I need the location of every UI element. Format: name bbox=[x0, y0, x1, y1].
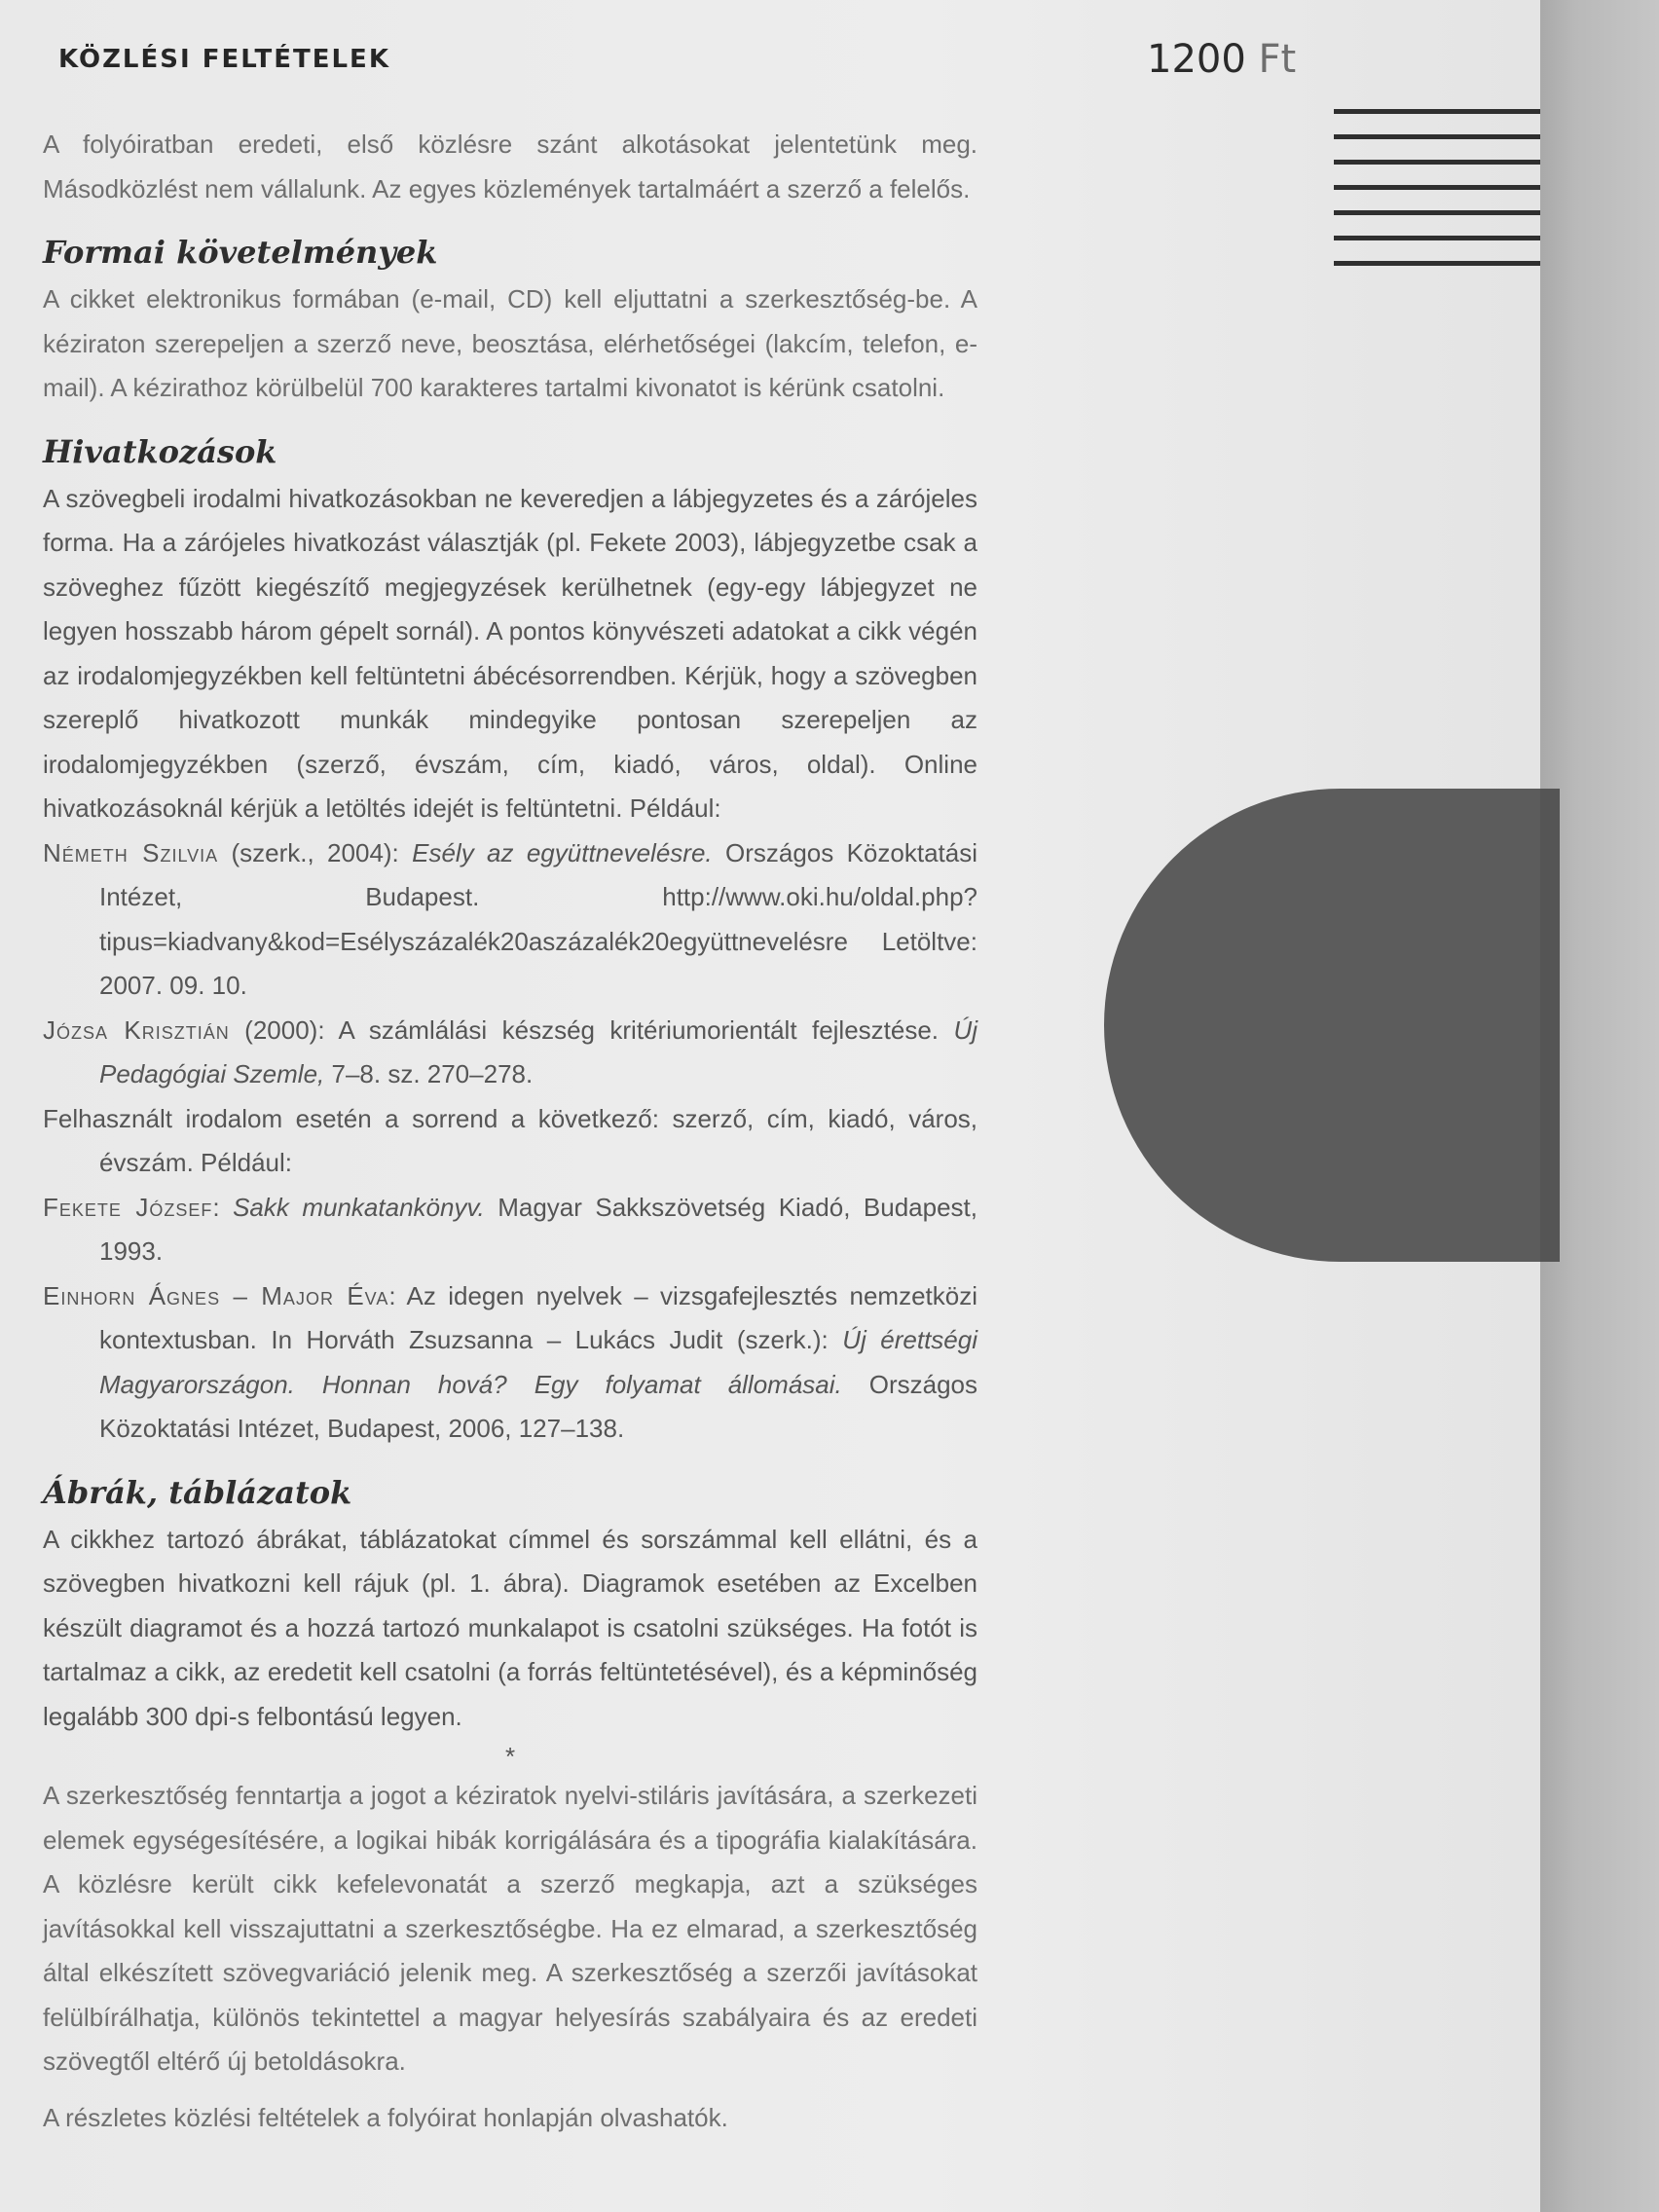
section-heading-abrak: Ábrák, táblázatok bbox=[43, 1473, 352, 1511]
price-currency: Ft bbox=[1258, 37, 1297, 82]
reference-text: Országos Közoktatási Intézet, Budapest, 2006, 127–138. bbox=[99, 1369, 977, 1443]
hivatkozasok-paragraph: A szövegbeli irodalmi hivatkozásokban ne keveredjen a lábjegyzetes és a zárójeles forma. Ha a zárójeles hivatkozást választják (pl. Fekete 2003), lábjegyzetbe csak a szöveghez fűzött kiegészítő megjegyzések kerülhetnek (egy-egy lábjegyzet ne legyen hosszabb három gépelt sornál). A pontos könyvészeti adatokat a cikk végén az irodalomjegyzékben kell feltüntetni ábécésorrendben. Kérjük, hogy a szövegben szereplő hivatkozott munkák mindegyike pontosan szerepeljen az irodalomjegyzékben (szerző, évszám, cím, kiadó, város, oldal). Online hivatkozásoknál kérjük a letöltés idejét is feltüntetni. Például: bbox=[43, 483, 977, 823]
reference-entry bbox=[43, 1186, 977, 1274]
reference-entry bbox=[43, 831, 977, 1009]
decorative-spine-block bbox=[1540, 789, 1560, 1262]
reference-title: Új érettségi Magyarországon. Honnan hová? Egy folyamat állomásai. bbox=[99, 1325, 977, 1399]
reference-text: 7–8. sz. 270–278. bbox=[324, 1059, 534, 1088]
reference-text: : bbox=[212, 1192, 234, 1222]
reference-title: Új Pedagógiai Szemle, bbox=[99, 1014, 977, 1088]
stripe bbox=[1334, 261, 1540, 266]
stripe bbox=[1334, 210, 1540, 215]
order-note: Felhasznált irodalom esetén a sorrend a következő: szerző, cím, kiadó, város, évszám. Például: bbox=[43, 1103, 977, 1177]
reference-author: Józsa Krisztián bbox=[43, 1014, 230, 1045]
stripe bbox=[1334, 109, 1540, 114]
reference-entry bbox=[43, 1009, 977, 1097]
reference-title: Esély az együttnevelésre. bbox=[412, 837, 713, 867]
stripe bbox=[1334, 236, 1540, 240]
decorative-half-disc bbox=[1104, 789, 1540, 1262]
closing-paragraph: A szerkesztőség fenntartja a jogot a kéziratok nyelvi-stiláris javítására, a szerkezeti elemek egységesítésére, a logikai hibák korrigálására és a tipográfia kialakítására. A közlésre került cikk kefelevonatát a szerző megkapja, azt a szükséges javításokkal kell visszajuttatni a szerkesztőségbe. Ha ez elmarad, a szerkesztőség által elkészített szövegvariáció jelenik meg. A szerkesztőség a szerzői javításokat felülbírálhatja, különös tekintettel a magyar helyesírás szabályaira és az eredeti szövegtől eltérő új betoldásokra. bbox=[43, 1781, 977, 2076]
reference-author: Einhorn Ágnes – Major Éva bbox=[43, 1280, 389, 1310]
reference-text: (szerk., 2004): bbox=[218, 837, 413, 867]
price bbox=[1147, 37, 1296, 82]
body-text bbox=[43, 123, 977, 2140]
footer-note: A részletes közlési feltételek a folyóirat honlapján olvashatók. bbox=[43, 2102, 728, 2132]
reference-author: Németh Szilvia bbox=[43, 837, 219, 867]
stripe bbox=[1334, 160, 1540, 165]
reference-text: (2000): A számlálási készség kritériumorientált fejlesztése. bbox=[229, 1014, 954, 1045]
abrak-paragraph: A cikkhez tartozó ábrákat, táblázatokat címmel és sorszámmal kell ellátni, és a szövegben hivatkozni kell rájuk (pl. 1. ábra). Diagramok esetében az Excelben készült diagramot és a hozzá tartozó munkalapot is csatolni szükséges. Ha fotót is tartalmaz a cikk, az eredetit kell csatolni (a forrás feltüntetésével), és a képminőség legalább 300 dpi-s felbontású legyen. bbox=[43, 1524, 977, 1731]
formai-paragraph: A cikket elektronikus formában (e-mail, CD) kell eljuttatni a szerkesztőség-be. A kéziraton szerepeljen a szerző neve, beosztása, elérhetőségei (lakcím, telefon, e-mail). A kézirathoz körülbelül 700 karakteres tartalmi kivonatot is kérünk csatolni. bbox=[43, 284, 977, 402]
stripe bbox=[1334, 134, 1540, 139]
reference-text: Országos Közoktatási Intézet, Budapest. http://www.oki.hu/oldal.php?tipus=kiadvany&kod=Esélyszázalék20aszázalék20együttnevelésre Letöltve: 2007. 09. 10. bbox=[99, 837, 977, 1000]
reference-author: Fekete József bbox=[43, 1192, 213, 1222]
reference-title: Sakk munkatankönyv. bbox=[233, 1192, 485, 1222]
reference-text: Magyar Sakkszövetség Kiadó, Budapest, 1993. bbox=[99, 1192, 977, 1266]
page-title: KÖZLÉSI FELTÉTELEK bbox=[58, 45, 390, 74]
reference-entry bbox=[43, 1274, 977, 1452]
section-heading-formai: Formai követelmények bbox=[43, 234, 438, 271]
separator-asterisk: * bbox=[504, 1742, 516, 1771]
intro-paragraph: A folyóiratban eredeti, első közlésre szánt alkotásokat jelentetünk meg. Másodközlést nem vállalunk. Az egyes közlemények tartalmáért a szerző a felelős. bbox=[43, 129, 977, 203]
price-value: 1200 bbox=[1147, 37, 1246, 82]
stripe bbox=[1334, 185, 1540, 190]
section-heading-hivatkozasok: Hivatkozások bbox=[43, 432, 277, 470]
decorative-stripes bbox=[1334, 109, 1540, 286]
reference-text: : Az idegen nyelvek – vizsgafejlesztés nemzetközi kontextusban. In Horváth Zsuzsanna – Lukács Judit (szerk.): bbox=[99, 1280, 977, 1354]
